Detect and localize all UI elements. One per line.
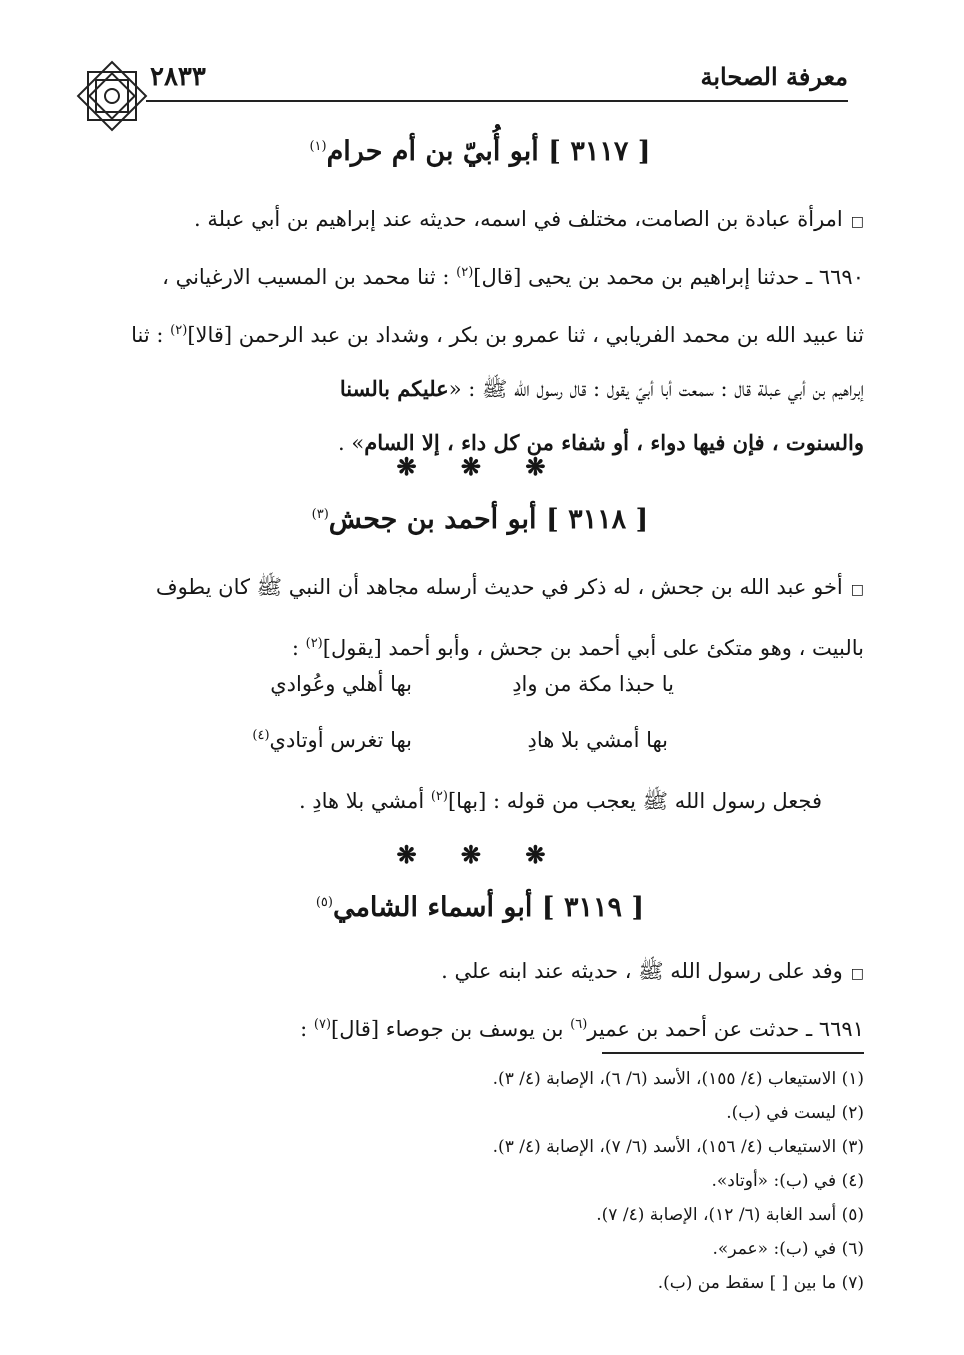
footnote: (٦) في (ب): «عمر». [712,1239,864,1259]
footnote: (٧) ما بين [ ] سقط من (ب). [657,1273,864,1293]
verse-hemistich: بها أهلي وعُوادي [270,672,412,696]
after-verse-text: فجعل رسول الله ﷺ يعجب من قوله : [بها]$^{(٢)}$ أمشي بلا هادِ . [298,789,822,813]
verse-hemistich: يا حبذا مكة من وادِ [512,672,674,696]
footnote-ref: (١) [309,139,327,154]
islamic-star-ornament-icon [74,58,150,134]
hadith-line: ثنا عبيد الله بن محمد الفريابي ، ثنا عمرو بن بكر ، وشداد بن عبد الرحمن [قالا]$^{(٢)}$ : ثنا [131,323,864,347]
footnote: (٢) ليست في (ب). [726,1103,864,1123]
footnotes [493,1062,864,1300]
verse-hemistich: بها أمشي بلا هادِ [527,728,668,752]
hadith-line: ٦٦٩٠ ـ حدثنا إبراهيم بن محمد بن يحيى [قال]$^{(٢)}$ : ثنا محمد بن المسيب الارغياني ، [162,265,864,289]
square-bullet-icon: □ [850,582,864,598]
section-intro [96,560,864,675]
intro-line: بالبيت ، وهو متكئ على أبي أحمد بن جحش ، وأبو أحمد [يقول]$^{(٢)}$ : [291,636,864,660]
hadith-6690 [96,246,864,470]
intro-text: امرأة عبادة بن الصامت، مختلف في اسمه، حديثه عند إبراهيم بن أبي عبلة . [193,207,843,231]
heading-number: [ ٣١١٨ ] [545,504,649,535]
section-intro: □وفد على رسول الله ﷺ ، حديثه عند ابنه علي . [441,959,864,983]
section-separator: ❋ ❋ ❋ [396,840,564,869]
running-title: معرفة الصحابة [700,62,848,91]
hadith-line: إبراهيم بن أبي عبلة قال : سمعت أبا أبيّ يقول : قال رسول الله ﷺ : «عليكم بالسنا [339,376,864,401]
hadith-line: والسنوت ، فإن فيها دواء ، أو شفاء من كل داء ، إلا السام» . [338,430,864,455]
footnote-ref: (٣) [311,507,329,522]
section-heading-3118 [96,504,864,535]
square-bullet-icon: □ [850,214,864,230]
intro-line: □أخو عبد الله بن جحش ، له ذكر في حديث أرسله مجاهد أن النبي ﷺ كان يطوف [155,575,864,599]
page-number: ٢٨٣٣ [150,62,206,92]
heading-name: أبو أحمد بن جحش [328,504,537,535]
section-heading-3117 [96,136,864,167]
footnote: (٥) أسد الغابة (٦/ ١٢)، الإصابة (٤/ ٧). [596,1205,864,1225]
hadith-6691: ٦٦٩١ ـ حدثت عن أحمد بن عمير$^{(٦)}$ بن يوسف بن جوصاء [قال]$^{(٧)}$ : [300,1017,864,1041]
heading-number: [ ٣١١٧ ] [548,136,651,167]
square-bullet-icon: □ [850,966,864,982]
footnote-ref: (٥) [315,895,333,910]
footnote: (٣) الاستيعاب (٤/ ١٥٦)، الأسد (٦/ ٧)، الإصابة (٤/ ٣). [492,1137,864,1157]
verse-hemistich: بها تغرس أوتادي$^{(٤)}$ [252,728,412,752]
footnote-rule [602,1052,864,1054]
heading-number: [ ٣١١٩ ] [541,892,645,923]
heading-name: أبو أُبيّ بن أم حرام [326,136,539,167]
footnote: (١) الاستيعاب (٤/ ١٥٥)، الأسد (٦/ ٦)، الإصابة (٤/ ٣). [492,1069,864,1089]
section-intro [96,192,864,249]
heading-name: أبو أسماء الشامي [332,892,533,923]
section-heading-3119 [96,892,864,923]
header-rule [146,100,848,102]
footnote: (٤) في (ب): «أوتاد». [711,1171,864,1191]
section-separator: ❋ ❋ ❋ [396,452,564,481]
